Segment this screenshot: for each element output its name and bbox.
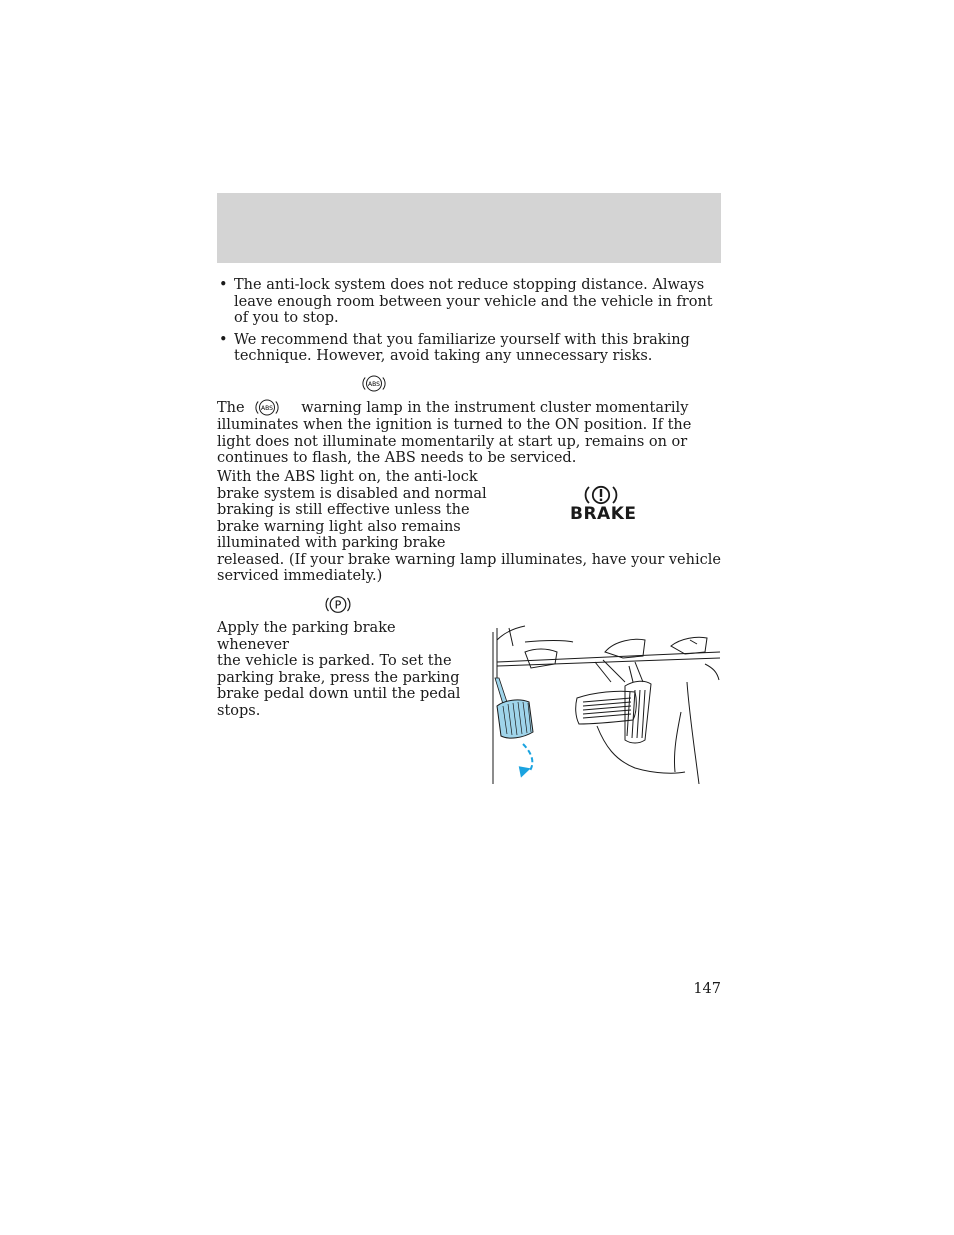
abs-paragraph [217, 398, 723, 467]
parking-icon-label: P [334, 598, 342, 612]
paragraph-line: brake warning light also remains [217, 518, 461, 535]
paragraph-line: the vehicle is parked. To set the [217, 653, 452, 669]
bullet-list [217, 277, 721, 370]
abs-paragraph-rest: warning lamp in the instrument cluster momentarily illuminates when the ignition is turned to the ON position. If the light does not illuminate momentarily at start up, remains on or continues to flash, the ABS needs to be serviced. [217, 400, 692, 466]
parking-brake-paragraph [217, 620, 467, 719]
abs-light-paragraph [217, 469, 723, 585]
section-header-band [217, 193, 721, 263]
abs-paragraph-lead: The [217, 400, 245, 416]
abs-inline-icon-label: ABS [261, 405, 274, 412]
list-item [217, 332, 721, 365]
brake-label: BRAKE [570, 504, 637, 524]
paragraph-line: Apply the parking brake whenever [217, 620, 396, 653]
paragraph-line: parking brake, press the parking [217, 669, 460, 686]
paragraph-line: serviced immediately.) [217, 568, 383, 584]
abs-inline-icon [255, 398, 279, 417]
brake-exclamation-icon [584, 484, 618, 506]
abs-heading-icon-label: ABS [368, 381, 380, 388]
paragraph-line: braking is still effective unless the [217, 502, 470, 518]
bullet-glyph: • [219, 331, 228, 348]
bullet-text: The anti-lock system does not reduce stopping distance. Always leave enough room between your vehicle and the vehicle in front of you to stop. [234, 277, 713, 326]
parking-brake-icon [325, 594, 351, 615]
bullet-text: We recommend that you familiarize yourself with this braking technique. However, avoid taking any unnecessary risks. [234, 331, 690, 364]
brake-warning-icon [570, 484, 637, 528]
paragraph-line: stops. [217, 702, 261, 719]
parking-brake-pedal-illustration [485, 622, 725, 788]
abs-heading-icon [362, 374, 386, 393]
paragraph-line: brake pedal down until the pedal [217, 686, 461, 702]
paragraph-line: With the ABS light on, the anti-lock [217, 469, 478, 485]
paragraph-line: illuminated with parking brake [217, 535, 446, 551]
list-item [217, 277, 721, 327]
paragraph-line: released. (If your brake warning lamp illuminates, have your vehicle [217, 551, 721, 568]
paragraph-line: brake system is disabled and normal [217, 485, 487, 502]
page-number: 147 [693, 981, 721, 997]
bullet-glyph: • [219, 277, 228, 293]
